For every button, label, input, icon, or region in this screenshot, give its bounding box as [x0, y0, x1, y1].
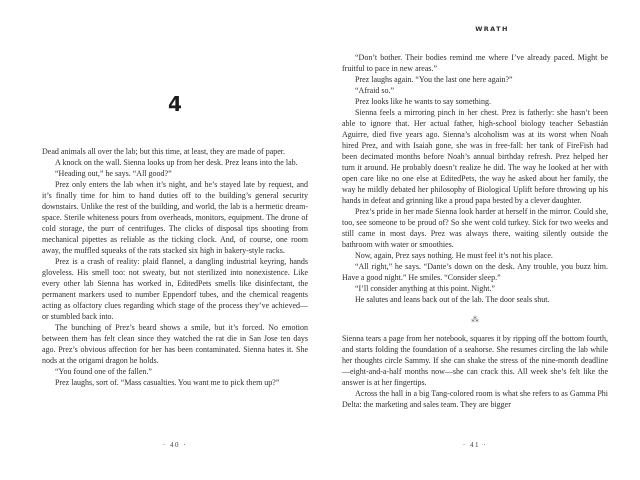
paragraph: Across the hall in a big Tang-colored room is what she refers to as Gamma Phi Delta: the marketing and sales team. They are bigger — [342, 389, 608, 409]
paragraph: The bunching of Prez’s beard shows a smile, but it’s forced. No emotion between them has felt clean since they watched the rat die in San Jose ten days ago. Prez’s obvious affection for her has been contaminated. Sienna hates it. She nods at the origami dragon he holds. — [42, 323, 308, 365]
right-page-text-before-break — [342, 52, 608, 305]
paragraph: Prez only enters the lab when it’s night, and he’s stayed late by request, and it’s finally time for him to hand duties off to the building’s general security downstairs. Unlike the rest of the building, and world, the lab is a hermetic dream-space. Sterile whiteness pours from overheads, monitors, equipment. The drone of cold storage, the purr of centrifuges. The clicks of disposal tips shooting from mechanical pipettes as reliable as the ticking clock. And, of course, one room away, the muffled squeaks of the rats stacked six high in bakery-style racks. — [42, 180, 308, 255]
right-page-body — [342, 52, 608, 410]
right-page-number: · 41 · — [462, 441, 488, 449]
left-page-body — [42, 146, 308, 388]
paragraph: Prez laughs, sort of. “Mass casualties. You want me to pick them up?” — [55, 378, 280, 387]
left-page — [42, 0, 308, 480]
paragraph: “Don’t bother. Their bodies remind me where I’ve already paced. Might be fruitful to pace in new areas.” — [342, 53, 608, 73]
paragraph: “All right,” he says. “Dante’s down on the desk. Any trouble, you buzz him. Have a good night.” He smiles. “Consider sleep.” — [342, 262, 608, 282]
paragraph: Prez is a crash of reality: plaid flannel, a dangling industrial keyring, hands gloveless. His smell too: not sweaty, but not sterilized into nonexistence. Like every other lab Sienna has worked in, EditedPets smells like disinfectant, the permanent markers used to number Eppendorf tubes, and the chemical reagents acting as olfactory clues regarding which stage of the process they’ve achieved—or stumbled back into. — [42, 257, 308, 321]
paragraph: Prez looks like he wants to say something. — [355, 97, 491, 106]
paragraph: Sienna tears a page from her notebook, squares it by ripping off the bottom fourth, and starts folding the foundation of a seahorse. She resumes circling the lab while her thoughts circle Sammy. If she can shake the stress of the nine-month deadline—eight-and-a-half months now—she can crack this. All week she’s felt like the answer is at her fingertips. — [342, 334, 608, 387]
right-page — [342, 0, 608, 480]
running-header: WRATH — [475, 25, 509, 33]
paragraph: “I’ll consider anything at this point. Night.” — [355, 284, 495, 293]
paragraph: Sienna feels a mirroring pinch in her chest. Prez is fatherly: she hasn’t been able to ignore that. Her actual father, high-school biology teacher Sebastián Aguirre, died five years ago. Sienna’s alcoholism was at its worst when Noah hired Prez, and with Isaiah gone, she was in free-fall: her tank of FireFish had been decimated months before Noah’s annual birthday refresh. Prez helped her turn it around. He probably doesn’t realize he did. The way he looked at her with open care like no one else at EditedPets, the way he asked about her family, the way he mildly debated her philosophy of Biological Uplift before throwing up his hands in defeat and grinning like a proud papa bested by a clever daughter. — [342, 108, 608, 205]
chapter-number: 4 — [168, 92, 182, 116]
paragraph: “Afraid so.” — [355, 86, 395, 95]
left-page-number: · 40 · — [162, 441, 188, 449]
paragraph: Prez’s pride in her made Sienna look harder at herself in the mirror. Could she, too, see someone to be proud of? So she went cold turkey. Sick for two weeks and still came in most days. Prez was always there, waiting silently outside the bathroom with water or smoothies. — [342, 207, 608, 249]
paragraph: Dead animals all over the lab; but this time, at least, they are made of paper. — [42, 147, 286, 156]
section-break-ornament-icon: ⁂ — [471, 315, 479, 324]
paragraph: “Heading out,” he says. “All good?” — [55, 169, 172, 178]
paragraph: He salutes and leans back out of the lab. The door seals shut. — [355, 295, 550, 304]
right-page-text-after-break — [342, 333, 608, 410]
paragraph: Prez laughs again. “You the last one here again?” — [355, 75, 513, 84]
paragraph: A knock on the wall. Sienna looks up from her desk. Prez leans into the lab. — [55, 158, 298, 167]
paragraph: “You found one of the fallen.” — [55, 367, 152, 376]
paragraph: Now, again, Prez says nothing. He must feel it’s not his place. — [355, 251, 553, 260]
